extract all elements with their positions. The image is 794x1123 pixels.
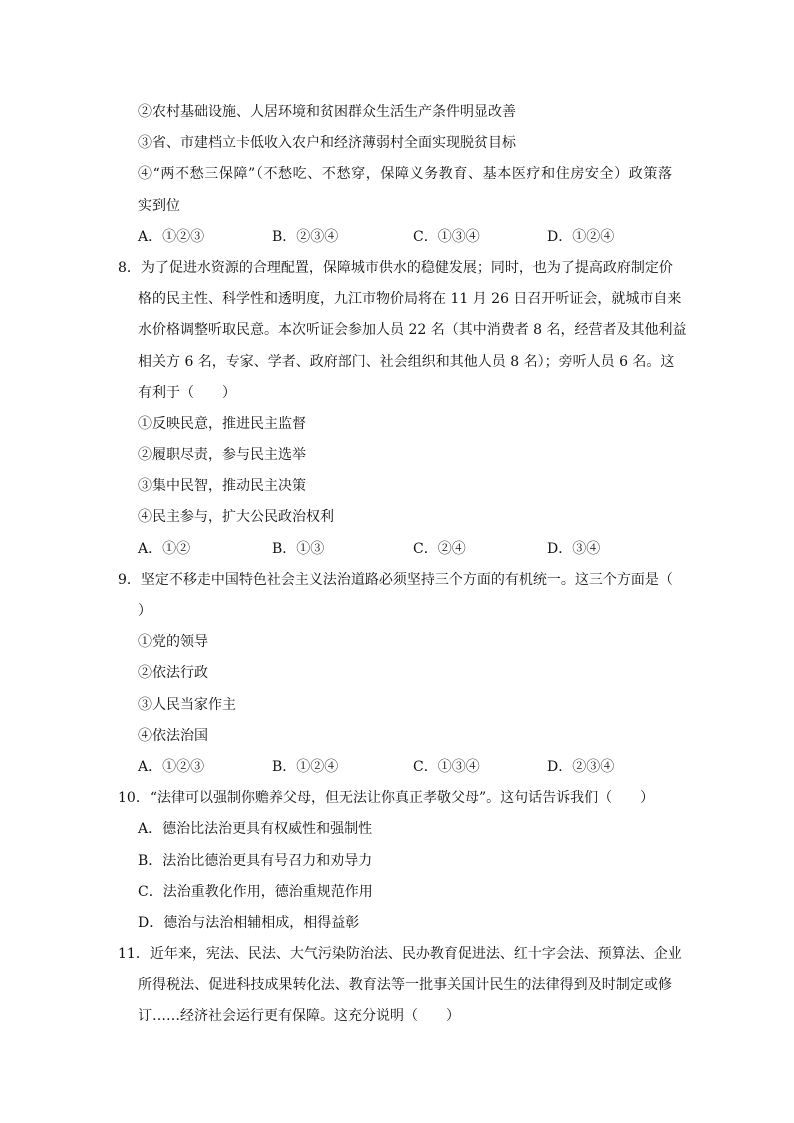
q11-stem-line-1: 11．近年来，宪法、民法、大气污染防治法、民办教育促进法、红十字会法、预算法、企业	[118, 946, 682, 963]
q7-item-2: ②农村基础设施、人居环境和贫困群众生活生产条件明显改善	[138, 104, 516, 120]
q9-options	[0, 752, 794, 783]
q9-stem-line-2: ）	[138, 603, 152, 619]
q10-option-c: C．法治重教化作用，德治重规范作用	[138, 883, 373, 900]
q8-stem-line-3: 水价格调整听取民意。本次听证会参加人员 22 名（其中消费者 8 名，经营者及其他利益	[138, 322, 687, 339]
q9-item-1: ①党的领导	[138, 634, 208, 651]
q9-item-3: ③人民当家作主	[138, 696, 236, 713]
q8-stem-line-4: 相关方 6 名，专家、学者、政府部门、社会组织和其他人员 8 名）；旁听人员 6 名。这	[138, 353, 675, 370]
q11-stem-line-2: 所得税法、促进科技成果转化法、教育法等一批事关国计民生的法律得到及时制定或修	[138, 977, 672, 994]
exam-page	[0, 97, 794, 1033]
q10-stem-line-1: 10．“法律可以强制你赡养父母，但无法让你真正孝敬父母”。这句话告诉我们（ ）	[118, 790, 655, 807]
q7-item-4-line-2: 实到位	[138, 197, 180, 214]
q7-option-c: C．①③④	[413, 228, 480, 245]
q8-item-1: ①反映民意，推进民主监督	[138, 415, 306, 432]
q9-option-a: A．①②③	[138, 758, 205, 775]
q8-option-c: C．②④	[413, 540, 466, 557]
q8-stem-line-2: 格的民主性、科学性和透明度，九江市物价局将在 11 月 26 日召开听证会，就城市自来	[138, 291, 682, 308]
q8-option-a: A．①②	[138, 540, 191, 557]
q9-option-c: C．①③④	[413, 758, 480, 775]
q10-option-d: D．德治与法治相辅相成，相得益彰	[138, 914, 360, 931]
q10-option-a: A．德治比法治更具有权威性和强制性	[138, 821, 373, 838]
q9-stem-line-1: 9．坚定不移走中国特色社会主义法治道路必须坚持三个方面的有机统一。这三个方面是（	[118, 571, 673, 588]
q8-option-d: D．③④	[547, 540, 601, 557]
q10-option-b: B．法治比德治更具有号召力和劝导力	[138, 852, 373, 869]
q11-stem-line-3: 订……经济社会运行更有保障。这充分说明（ ）	[138, 1008, 460, 1025]
q7-option-b: B．②③④	[272, 228, 339, 245]
q9-item-4: ④依法治国	[138, 727, 208, 744]
q8-options	[0, 534, 794, 565]
q8-item-3: ③集中民智，推动民主决策	[138, 478, 306, 495]
q9-option-b: B．①②④	[272, 758, 339, 775]
q8-stem-line-5: 有利于（ ）	[138, 384, 236, 401]
q8-option-b: B．①③	[272, 540, 325, 557]
q7-option-a: A．①②③	[138, 228, 205, 245]
q7-options	[0, 222, 794, 253]
q8-item-4: ④民主参与，扩大公民政治权利	[138, 509, 334, 526]
q7-item-4-line-1: ④“两不愁三保障”（不愁吃、不愁穿，保障义务教育、基本医疗和住房安全）政策落	[138, 166, 672, 183]
q9-option-d: D．②③④	[547, 758, 615, 775]
q9-item-2: ②依法行政	[138, 665, 208, 682]
q8-stem-line-1: 8．为了促进水资源的合理配置，保障城市供水的稳健发展；同时，也为了提高政府制定价	[118, 259, 673, 276]
q7-item-3: ③省、市建档立卡低收入农户和经济薄弱村全面实现脱贫目标	[138, 135, 516, 152]
q7-option-d: D．①②④	[547, 228, 615, 245]
q8-item-2: ②履职尽责，参与民主选举	[138, 447, 306, 464]
